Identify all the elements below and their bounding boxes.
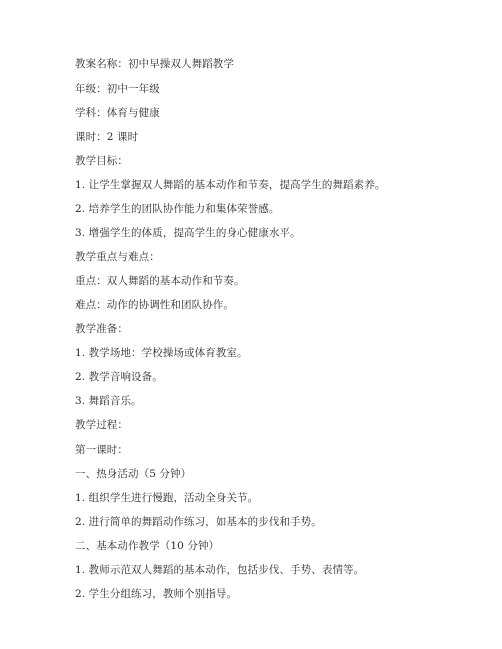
objective-item: 1. 让学生掌握双人舞蹈的基本动作和节奏，提高学生的舞蹈素养。 [75, 179, 386, 191]
preparation-item: 3. 舞蹈音乐。 [75, 395, 142, 407]
first-lesson-heading: 第一课时： [75, 444, 128, 456]
basic-moves-item: 2. 学生分组练习，教师个别指导。 [75, 588, 238, 600]
basic-moves-heading: 二、基本动作教学（10 分钟） [75, 540, 220, 552]
warmup-item: 2. 进行简单的舞蹈动作练习，如基本的步伐和手势。 [75, 516, 322, 528]
objective-item: 2. 培养学生的团队协作能力和集体荣誉感。 [75, 203, 280, 215]
lesson-title: 教案名称：初中早操双人舞蹈教学 [75, 58, 234, 70]
warmup-item: 1. 组织学生进行慢跑，活动全身关节。 [75, 492, 259, 504]
difficulty-line: 难点：动作的协调性和团队协作。 [75, 299, 234, 311]
key-points-heading: 教学重点与难点： [75, 251, 160, 263]
objectives-heading: 教学目标： [75, 155, 128, 167]
process-heading: 教学过程： [75, 419, 128, 431]
preparation-item: 1. 教学场地：学校操场或体育教室。 [75, 347, 248, 359]
warmup-heading: 一、热身活动（5 分钟） [75, 468, 192, 480]
objective-item: 3. 增强学生的体质，提高学生的身心健康水平。 [75, 227, 301, 239]
preparation-item: 2. 教学音响设备。 [75, 371, 163, 383]
grade-line: 年级：初中一年级 [75, 83, 160, 95]
basic-moves-item: 1. 教师示范双人舞蹈的基本动作，包括步伐、手势、表情等。 [75, 564, 365, 576]
class-hours-line: 课时：2 课时 [75, 131, 139, 143]
subject-line: 学科：体育与健康 [75, 107, 160, 119]
preparation-heading: 教学准备： [75, 323, 128, 335]
key-point-line: 重点：双人舞蹈的基本动作和节奏。 [75, 275, 245, 287]
